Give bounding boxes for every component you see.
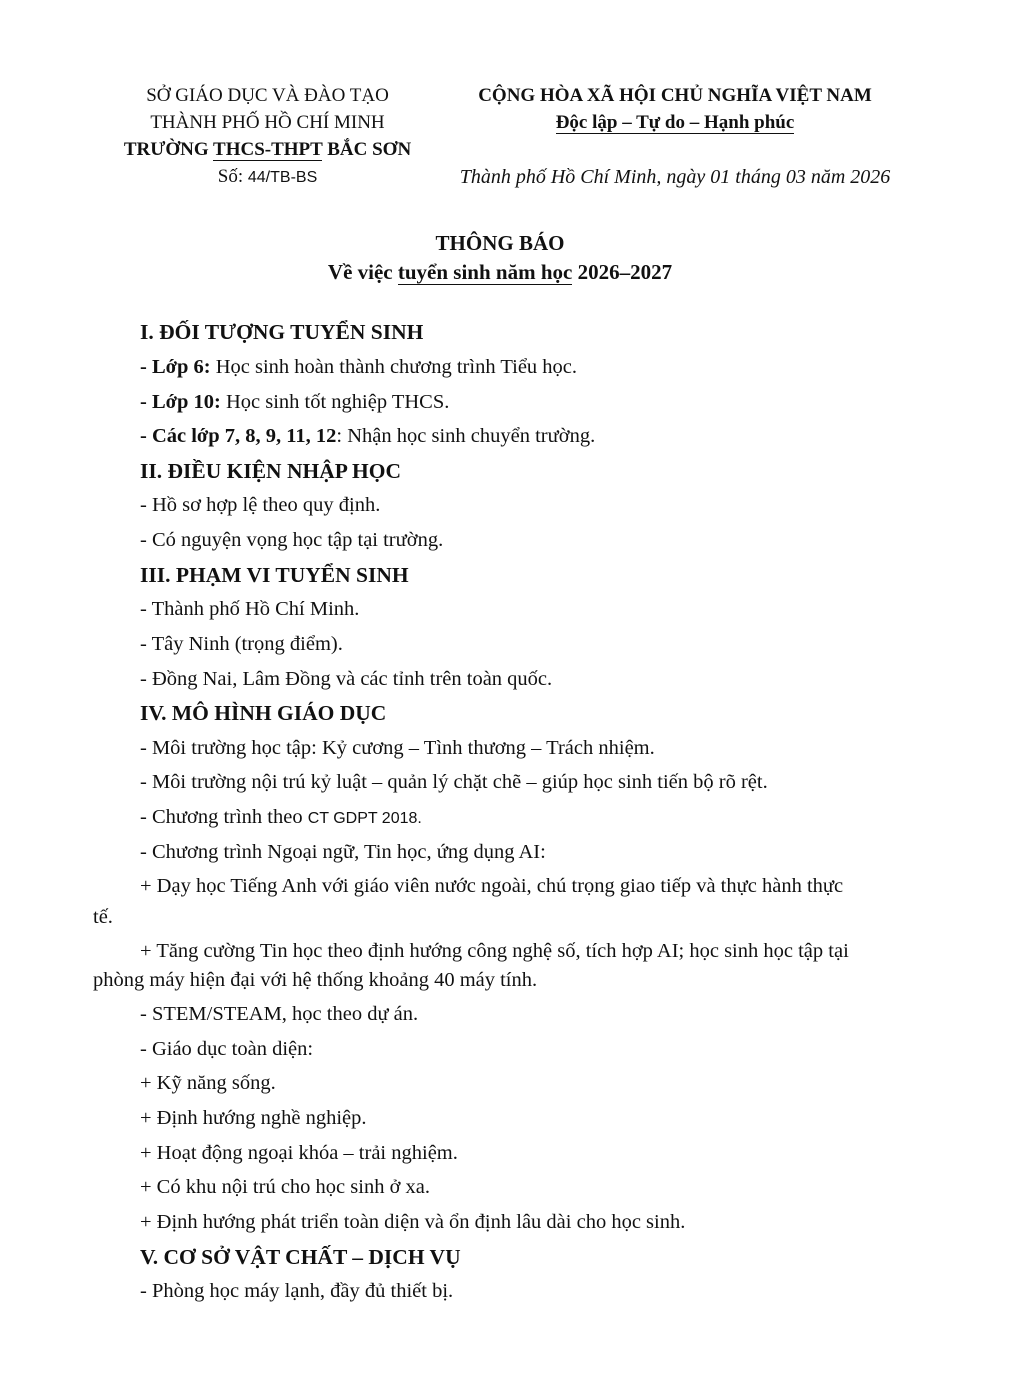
document-number: Số: 44/TB-BS <box>217 166 318 187</box>
section-3-heading: III. PHẠM VI TUYỂN SINH <box>140 563 409 587</box>
list-item: - Giáo dục toàn diện: <box>140 1038 314 1060</box>
country-name: CỘNG HÒA XÃ HỘI CHỦ NGHĨA VIỆT NAM <box>478 85 872 106</box>
section-5-heading: V. CƠ SỞ VẬT CHẤT – DỊCH VỤ <box>140 1245 461 1269</box>
document-title: THÔNG BÁO <box>435 231 565 255</box>
list-item: - Các lớp 7, 8, 9, 11, 12: Nhận học sinh chuyển trường. <box>140 425 596 447</box>
list-item: - Tây Ninh (trọng điểm). <box>140 633 343 655</box>
list-item: + Có khu nội trú cho học sinh ở xa. <box>140 1176 431 1198</box>
document-subtitle: Về việc tuyển sinh năm học 2026–2027 <box>327 260 673 284</box>
list-item-continuation: phòng máy hiện đại với hệ thống khoảng 40 máy tính. <box>93 969 538 991</box>
list-item: - Môi trường học tập: Kỷ cương – Tình thương – Trách nhiệm. <box>140 737 655 759</box>
list-item: - Phòng học máy lạnh, đầy đủ thiết bị. <box>140 1280 454 1302</box>
list-item: - Có nguyện vọng học tập tại trường. <box>140 529 444 551</box>
date-line: Thành phố Hồ Chí Minh, ngày 01 tháng 03 năm 2026 <box>459 166 891 188</box>
school-name: TRƯỜNG THCS-THPT BẮC SƠN <box>123 139 412 160</box>
list-item: - Chương trình theo CT GDPT 2018. <box>140 806 422 828</box>
list-item: - Lớp 10: Học sinh tốt nghiệp THCS. <box>140 391 450 413</box>
section-1-heading: I. ĐỐI TƯỢNG TUYỂN SINH <box>140 320 424 344</box>
list-item: - STEM/STEAM, học theo dự án. <box>140 1003 419 1025</box>
list-item: + Kỹ năng sống. <box>140 1072 276 1094</box>
list-item: + Hoạt động ngoại khóa – trải nghiệm. <box>140 1142 458 1164</box>
section-4-heading: IV. MÔ HÌNH GIÁO DỤC <box>140 701 387 725</box>
list-item: + Định hướng nghề nghiệp. <box>140 1107 367 1129</box>
list-item: - Chương trình Ngoại ngữ, Tin học, ứng dụng AI: <box>140 841 546 863</box>
list-item: + Tăng cường Tin học theo định hướng công nghệ số, tích hợp AI; học sinh học tập tại <box>140 940 849 962</box>
list-item: - Đồng Nai, Lâm Đồng và các tỉnh trên toàn quốc. <box>140 668 553 690</box>
list-item: - Hồ sơ hợp lệ theo quy định. <box>140 494 381 516</box>
national-motto: Độc lập – Tự do – Hạnh phúc <box>555 112 795 133</box>
list-item: - Môi trường nội trú kỷ luật – quản lý chặt chẽ – giúp học sinh tiến bộ rõ rệt. <box>140 771 768 793</box>
list-item: - Lớp 6: Học sinh hoàn thành chương trình Tiểu học. <box>140 356 578 378</box>
city-name: THÀNH PHỐ HỒ CHÍ MINH <box>150 112 385 133</box>
section-2-heading: II. ĐIỀU KIỆN NHẬP HỌC <box>140 459 402 483</box>
header-left <box>60 82 475 191</box>
list-item: + Định hướng phát triển toàn diện và ổn định lâu dài cho học sinh. <box>140 1211 686 1233</box>
list-item-continuation: tế. <box>93 906 113 928</box>
list-item: + Dạy học Tiếng Anh với giáo viên nước ngoài, chú trọng giao tiếp và thực hành thực <box>140 875 844 897</box>
department-name: SỞ GIÁO DỤC VÀ ĐÀO TẠO <box>146 85 389 106</box>
list-item: - Thành phố Hồ Chí Minh. <box>140 598 360 620</box>
